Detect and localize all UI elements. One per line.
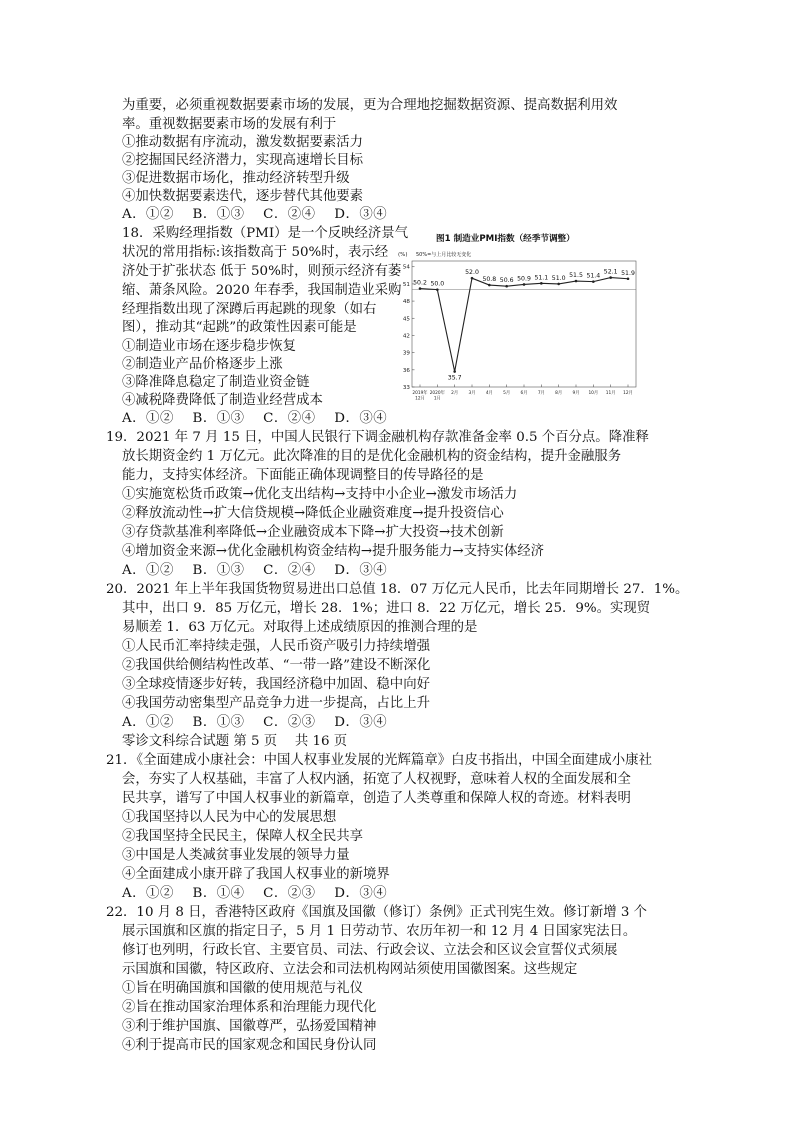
q22-option-1: ①旨在明确国旗和国徽的使用规范与礼仪	[122, 981, 364, 996]
q20-option-4: ④我国劳动密集型产品竞争力进一步提高，占比上升	[122, 696, 430, 711]
q18-text-line-3: 济处于扩张状态 低于 50%时，则预示经济有萎	[122, 264, 402, 279]
q17-choices: A．①② B．①③ C．②④ D．③④	[122, 207, 388, 222]
q17-text-line-2: 率。重视数据要素市场的发展有利于	[122, 117, 337, 132]
q17-text-line-1: 为重要，必须重视数据要素市场的发展，更为合理地挖掘数据资源、提高数据利用效	[122, 98, 618, 113]
pmi-data-point	[436, 288, 439, 291]
q22-text-line-3: 修订也列明，行政长官、主要官员、司法、行政会议、立法会和区议会宣誓仪式须展	[122, 943, 618, 958]
x-tick-label: 10月	[588, 391, 599, 396]
pmi-value-label: 51.1	[534, 274, 549, 282]
q19-option-3: ③存贷款基准利率降低→企业融资成本下降→扩大投资→技术创新	[122, 525, 504, 540]
pmi-data-point	[488, 284, 491, 287]
x-tick-label: 2019年	[412, 391, 428, 396]
pmi-value-label: 51.0	[551, 274, 566, 282]
q18-option-4: ④减税降费降低了制造业经营成本	[122, 393, 323, 408]
q22-text-line-4: 示国旗和国徽，特区政府、立法会和司法机构网站须使用国徽图案。这些规定	[122, 962, 578, 977]
pmi-data-point	[609, 276, 612, 279]
q18-choices: A．①② B．①③ C．②④ D．③④	[122, 411, 388, 426]
q18-text-line-5: 经理指数出现了深蹲后再起跳的现象（如右	[122, 302, 377, 317]
q20-option-3: ③全球疫情逐步好转，我国经济稳中加固、稳中向好	[122, 677, 430, 692]
y-tick-label: 36	[402, 367, 410, 374]
q19-option-1: ①实施宽松货币政策→优化支出结构→支持中小企业→激发市场活力	[122, 487, 518, 502]
q18-option-3: ③降准降息稳定了制造业资金链	[122, 375, 310, 390]
chart-title: 图1 制造业PMI指数（经季节调整）	[436, 234, 575, 244]
pmi-data-point	[627, 277, 630, 280]
x-tick-label: 8月	[555, 391, 563, 396]
x-tick-label: 9月	[572, 391, 580, 396]
q18-option-2: ②制造业产品价格逐步上涨	[122, 357, 283, 372]
q18-text-line-1: 18．采购经理指数（PMI）是一个反映经济景气	[122, 226, 409, 241]
pmi-value-label: 51.5	[569, 272, 583, 280]
x-tick-label: 12月	[623, 391, 633, 396]
q19-choices: A．①② B．①③ C．②④ D．③④	[122, 563, 388, 578]
q20-option-1: ①人民币汇率持续走强，人民币资产吸引力持续增强	[122, 639, 430, 654]
x-tick-label: 4月	[485, 391, 493, 396]
chart-ylabel: (%)	[398, 252, 408, 258]
q18-option-1: ①制造业市场在逐步稳步恢复	[122, 339, 297, 354]
x-tick-label: 2020年	[429, 391, 445, 396]
pmi-chart-svg	[398, 228, 646, 404]
pmi-value-label: 51.4	[586, 272, 601, 280]
x-tick-label: 12月	[415, 396, 425, 402]
q22-option-4: ④利于提高市民的国家观念和国民身份认同	[122, 1038, 377, 1053]
q21-text-line-2: 会，夯实了人权基础，丰富了人权内涵，拓宽了人权视野，意味着人权的全面发展和全	[122, 772, 631, 787]
pmi-value-label: 50.9	[517, 275, 531, 283]
pmi-data-point	[540, 282, 543, 285]
pmi-data-point	[453, 370, 456, 373]
pmi-value-label: 50.0	[430, 280, 445, 288]
q22-text-line-1: 22．10 月 8 日，香港特区政府《国旗及国徽（修订）条例》正式刊宪生效。修订新增 3 个	[106, 905, 648, 920]
pmi-series-points	[419, 276, 630, 373]
q19-text-line-1: 19．2021 年 7 月 15 日，中国人民银行下调金融机构存款准备金率 0.5 个百分点。降准释	[106, 430, 649, 445]
q18-text-line-4: 缩、萧条风险。2020 年春季，我国制造业采购	[122, 283, 402, 298]
q22-option-3: ③利于维护国旗、国徽尊严，弘扬爱国精神	[122, 1019, 377, 1034]
q20-text-line-3: 易顺差 1．63 万亿元。对取得上述成绩原因的推测合理的是	[122, 620, 478, 635]
pmi-value-label: 50.6	[499, 277, 514, 285]
q20-choices: A．①② B．①③ C．②③ D．③④	[122, 715, 388, 730]
x-tick-label: 3月	[468, 391, 476, 396]
pmi-data-point	[505, 285, 508, 288]
q19-text-line-3: 能力，支持实体经济。下面能正确体现调整目的传导路径的是	[122, 468, 484, 483]
pmi-value-label: 52.0	[465, 269, 479, 277]
pmi-data-point	[523, 283, 526, 286]
pmi-chart	[398, 228, 646, 404]
pmi-data-point	[575, 280, 578, 283]
pmi-value-label: 51.9	[621, 269, 635, 277]
q21-option-3: ③中国是人类减贫事业发展的领导力量	[122, 848, 350, 863]
q18-text-line-2: 状况的常用指标:该指数高于 50%时，表示经	[122, 245, 389, 260]
q17-option-2: ②挖掘国民经济潜力，实现高速增长目标	[122, 153, 364, 168]
pmi-value-label: 50.8	[482, 276, 497, 284]
y-tick-label: 39	[402, 350, 410, 357]
q18-text-line-6: 图），推动其“起跳”的政策性因素可能是	[122, 320, 357, 335]
q19-option-2: ②释放流动性→扩大信贷规模→降低企业融资难度→提升投资信心	[122, 506, 504, 521]
x-tick-label: 6月	[520, 391, 528, 396]
pmi-data-point	[419, 287, 422, 290]
x-tick-label: 2月	[451, 391, 459, 396]
pmi-series-line	[420, 278, 628, 372]
page-footer: 零诊文科综合试题 第 5 页 共 16 页	[122, 734, 348, 749]
q19-text-line-2: 放长期资金约 1 万亿元。此次降准的目的是优化金融机构的资金结构，提升金融服务	[122, 449, 622, 464]
pmi-value-label: 52.1	[603, 268, 618, 276]
y-tick-label: 51	[402, 281, 410, 288]
q21-choices: A．①② B．①④ C．②③ D．③④	[122, 886, 388, 901]
q21-option-2: ②我国坚持全民民主，保障人权全民共享	[122, 829, 364, 844]
q21-option-4: ④全面建成小康开辟了我国人权事业的新境界	[122, 867, 390, 882]
q17-option-1: ①推动数据有序流动，激发数据要素活力	[122, 135, 364, 150]
q22-text-line-2: 展示国旗和区旗的指定日子，5 月 1 日劳动节、农历年初一和 12 月 4 日国家宪法日。	[122, 924, 637, 939]
q22-option-2: ②旨在推动国家治理体系和治理能力现代化	[122, 1000, 377, 1015]
x-tick-label: 5月	[503, 391, 511, 396]
q21-text-line-1: 21．《全面建成小康社会：中国人权事业发展的光辉篇章》白皮书指出，中国全面建成小康社	[106, 753, 652, 768]
pmi-value-label: 35.7	[447, 374, 462, 382]
y-tick-label: 45	[402, 316, 410, 323]
q20-text-line-2: 其中，出口 9．85 万亿元，增长 28．1%；进口 8．22 万亿元，增长 25．9%。实现贸	[122, 601, 651, 616]
y-tick-label: 54	[402, 264, 410, 271]
pmi-value-label: 50.2	[413, 279, 427, 287]
x-tick-label: 1月	[433, 396, 441, 402]
q17-option-3: ③促进数据市场化，推动经济转型升级	[122, 171, 350, 186]
y-tick-label: 48	[402, 299, 410, 306]
q21-text-line-3: 民共享，谱写了中国人权事业的新篇章，创造了人类尊重和保障人权的奇迹。材料表明	[122, 791, 631, 806]
chart-legend-note: 50%=与上月比较无变化	[416, 252, 472, 258]
x-tick-label: 7月	[537, 391, 545, 396]
q19-option-4: ④增加资金来源→优化金融机构资金结构→提升服务能力→支持实体经济	[122, 544, 544, 559]
q20-text-line-1: 20．2021 年上半年我国货物贸易进出口总值 18．07 万亿元人民币，比去年同期增长 27．1%。	[106, 582, 689, 597]
y-tick-label: 42	[402, 333, 410, 340]
pmi-data-point	[471, 277, 474, 280]
pmi-data-point	[557, 283, 560, 286]
x-tick-label: 11月	[605, 391, 616, 396]
q17-option-4: ④加快数据要素迭代，逐步替代其他要素	[122, 189, 364, 204]
y-tick-label: 33	[402, 385, 410, 391]
q21-option-1: ①我国坚持以人民为中心的发展思想	[122, 810, 337, 825]
pmi-data-point	[592, 280, 595, 283]
q20-option-2: ②我国供给侧结构性改革、“一带一路”建设不断深化	[122, 658, 431, 673]
